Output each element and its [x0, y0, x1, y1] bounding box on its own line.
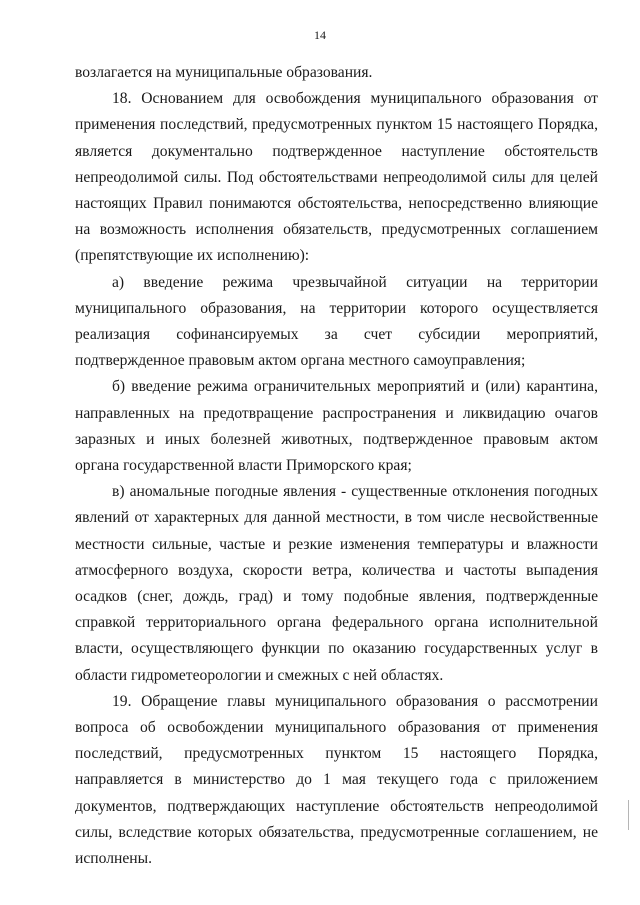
- paragraph-continuation: возлагается на муниципальные образования.: [75, 64, 373, 81]
- document-body: [75, 60, 598, 872]
- paragraph-18: 18. Основанием для освобождения муниципального образования от применения последствий, предусмотренных пунктом 15 настоящего Порядка, является документально подтвержденное наступление обстоятельств непреодолимой силы. Под обстоятельствами непреодолимой силы для целей настоящих Правил понимаются обстоятельства, непосредственно влияющие на возможность исполнения обязательств, предусмотренных соглашением (препятствующие их исполнению):: [75, 90, 598, 265]
- paragraph-19: 19. Обращение главы муниципального образования о рассмотрении вопроса об освобождении муниципального образования от применения последствий, предусмотренных пунктом 15 настоящего Порядка, направляется в министерство до 1 мая текущего года с приложением документов, подтверждающих наступление обстоятельств непреодолимой силы, вследствие которых обязательства, предусмотренные соглашением, не исполнены.: [75, 692, 598, 868]
- paragraph-18-item-v: в) аномальные погодные явления - существенные отклонения погодных явлений от характерных для данной местности, в том числе несвойственные местности сильные, частые и резкие изменения температуры и влажности атмосферного воздуха, скорости ветра, количества и частоты выпадения осадков (снег, дождь, град) и тому подобные явления, подтвержденные справкой территориального органа федерального органа исполнительной власти, осуществляющего функции по оказанию государственных услуг в области гидрометеорологии и смежных с ней областях.: [75, 483, 598, 684]
- scan-edge-mark: [628, 800, 629, 830]
- paragraph-18-item-a: а) введение режима чрезвычайной ситуации на территории муниципального образования, на территории которого осуществляется реализация софинансируемых за счет субсидии мероприятий, подтвержденное правовым актом органа местного самоуправления;: [75, 273, 598, 370]
- page-number: 14: [314, 28, 326, 42]
- paragraph-18-item-b: б) введение режима ограничительных мероприятий и (или) карантина, направленных на предотвращение распространения и ликвидацию очагов заразных и иных болезней животных, подтвержденное правовым актом органа государственной власти Приморского края;: [75, 378, 598, 475]
